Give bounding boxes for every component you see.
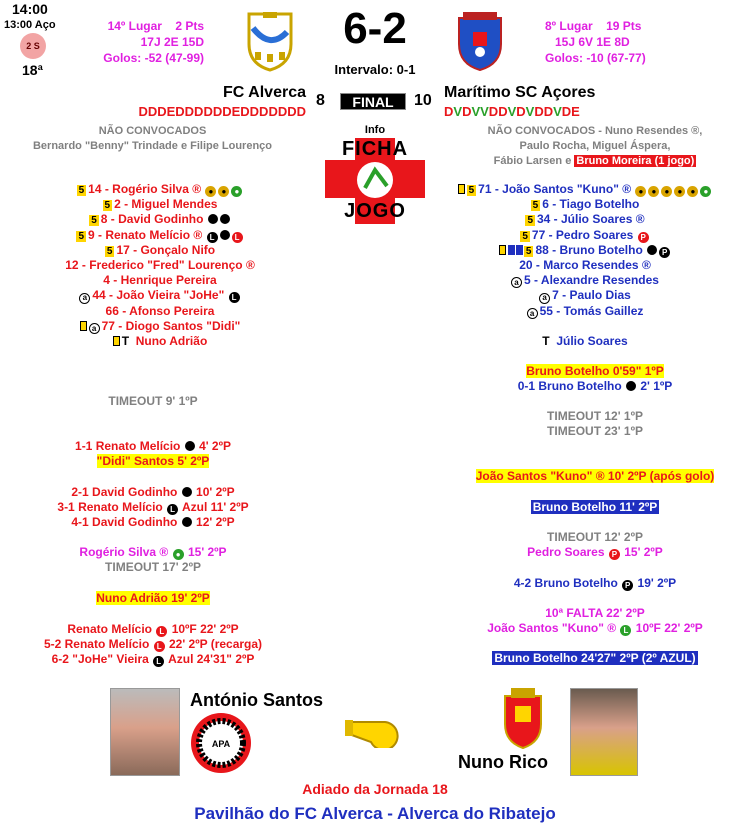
apa-badge-icon (190, 712, 252, 774)
home-coach-photo (110, 688, 180, 776)
info-label[interactable]: Info (364, 124, 386, 136)
away-fouls: 10 (414, 92, 432, 109)
event-card: João Santos "Kuno" ® 10' 2ºP (após golo) (475, 469, 715, 483)
away-stats (545, 18, 745, 66)
roster-row[interactable]: 12 - Frederico "Fred" Lourenço ® (65, 258, 255, 273)
event-card: "Didi" Santos 5' 2ºP (96, 454, 210, 468)
event-card: Rogério Silva ® ● 15' 2ºP (79, 545, 227, 559)
roster-row[interactable]: 5 88 - Bruno Botelho P (420, 243, 750, 258)
home-not-called: NÃO CONVOCADOS Bernardo "Benny" Trindade e Filipe Lourenço (32, 125, 273, 152)
roster-row[interactable]: T Júlio Soares (542, 333, 628, 348)
roster-row[interactable]: 66 - Afonso Pereira (105, 303, 215, 318)
away-points: 19 Pts (606, 19, 642, 33)
roster-row[interactable]: 5 71 - João Santos "Kuno" ® ● ● ● ● ● ● (420, 182, 750, 197)
postponed-note: Adiado da Jornada 18 (302, 781, 448, 797)
home-team-name[interactable]: FC Alverca (223, 84, 306, 101)
venue[interactable]: Pavilhão do FC Alverca - Alverca do Ribatejo (194, 804, 556, 823)
event-goal: 4-2 Bruno Botelho P 19' 2ºP (513, 576, 677, 590)
maritimo-crest-icon (455, 10, 505, 72)
away-not-called: NÃO CONVOCADOS - Nuno Resendes ®, Paulo Rocha, Miguel Áspera, Fábio Larsen e Bruno Moreira (1 jogo) (487, 125, 703, 167)
roster-row[interactable]: 5 14 - Rogério Silva ® ● ● ● (0, 182, 320, 197)
event-goal: 6-2 "JoHe" Vieira L Azul 24'31" 2ºP (51, 652, 255, 666)
roster-row[interactable]: 20 - Marco Resendes ® (519, 258, 651, 273)
roster-row[interactable]: 5 9 - Renato Melício ® L L (0, 228, 320, 243)
match-status-badge: FINAL (340, 93, 406, 110)
event-card: Bruno Botelho 11' 2ºP (532, 500, 658, 514)
roster-row[interactable]: 5 17 - Gonçalo Nifo (106, 242, 216, 257)
event-goal: 3-1 Renato Melício L Azul 11' 2ºP (57, 500, 249, 514)
away-referee-badge-icon (503, 688, 543, 750)
event-goal: 2-1 David Godinho 10' 2ºP (71, 485, 235, 499)
roster-row[interactable]: 5 6 - Tiago Botelho (532, 197, 640, 212)
event-foul: Renato Melício L 10ºF 22' 2ºP (67, 622, 239, 636)
home-points: 2 Pts (175, 19, 204, 33)
home-goals: Golos: -52 (47-99) (103, 51, 204, 65)
suspended-player: Bruno Moreira (1 jogo) (576, 155, 695, 167)
event-card: Bruno Botelho 0'59" 1ºP (526, 364, 664, 378)
roster-row[interactable]: a 7 - Paulo Dias (420, 288, 750, 303)
event-goal: 0-1 Bruno Botelho 2' 1ºP (517, 379, 673, 393)
event-card: Bruno Botelho 24'27" 2ºP (2º AZUL) (494, 651, 696, 665)
roster-row[interactable]: 5 2 - Miguel Mendes (104, 197, 218, 212)
svg-text:APA: APA (211, 739, 231, 749)
away-roster (420, 182, 750, 349)
roster-row[interactable]: a 55 - Tomás Gaillez (420, 304, 750, 319)
fc-alverca-crest-icon (245, 10, 295, 72)
home-roster (0, 182, 320, 349)
roster-row[interactable]: a 5 - Alexandre Resendes (420, 273, 750, 288)
halftime-score: Intervalo: 0-1 (334, 62, 416, 77)
away-coach-photo (570, 688, 638, 776)
roster-row[interactable]: 5 34 - Júlio Soares ® (527, 212, 645, 227)
away-position: 8º Lugar (545, 19, 593, 33)
event-timeout: TIMEOUT 12' 1ºP (547, 409, 643, 423)
roster-row[interactable]: 5 77 - Pedro Soares P (420, 228, 750, 243)
home-form: DDDEDDDDDDEDDDDDDD (138, 104, 306, 119)
event-card: Nuno Adrião 19' 2ºP (96, 591, 210, 605)
local-time: 13:00 Aço (4, 19, 56, 31)
event-goal: 4-1 David Godinho 12' 2ºP (71, 515, 235, 529)
event-card: Pedro Soares P 15' 2ºP (527, 545, 663, 559)
roster-row[interactable]: a 44 - João Vieira "JoHe" L (0, 288, 320, 303)
ficha-jogo-logo[interactable]: FICHA JOGO (325, 138, 425, 224)
home-record: 17J 2E 15D (140, 35, 204, 49)
competition-badge-icon: 2 S (20, 33, 46, 59)
roster-row[interactable]: a 77 - Diogo Santos "Didi" (0, 319, 320, 334)
away-form: DVDVVDDVDVDDVDE (444, 104, 580, 119)
event-foul: 10ª FALTA 22' 2ºP (545, 606, 645, 620)
roster-row[interactable]: 5 8 - David Godinho (0, 212, 320, 227)
event-timeout: TIMEOUT 23' 1ºP (547, 424, 643, 438)
event-timeout: TIMEOUT 9' 1ºP (108, 394, 198, 408)
home-stats (60, 18, 204, 66)
event-timeout: TIMEOUT 17' 2ºP (105, 560, 201, 574)
away-goals: Golos: -10 (67-77) (545, 51, 646, 65)
event-goal: 5-2 Renato Melício L 22' 2ºP (recarga) (43, 637, 263, 651)
whistle-icon (345, 712, 405, 748)
home-coach-name: António Santos (190, 690, 323, 710)
event-goal: 1-1 Renato Melício 4' 2ºP (75, 439, 231, 453)
roster-row[interactable]: 4 - Henrique Pereira (103, 273, 217, 288)
away-team-name[interactable]: Marítimo SC Açores (444, 84, 596, 101)
roster-row[interactable]: T Nuno Adrião (0, 334, 320, 349)
kickoff-time: 14:00 (12, 1, 48, 17)
home-fouls: 8 (316, 92, 325, 109)
away-record: 15J 6V 1E 8D (555, 35, 630, 49)
home-position: 14º Lugar (107, 19, 162, 33)
event-card: João Santos "Kuno" ® L 10ºF 22' 2ºP (487, 621, 703, 635)
round-number: 18ª (22, 62, 43, 78)
away-coach-name: Nuno Rico (458, 752, 548, 772)
final-score: 6-2 (343, 4, 407, 53)
event-timeout: TIMEOUT 12' 2ºP (547, 530, 643, 544)
